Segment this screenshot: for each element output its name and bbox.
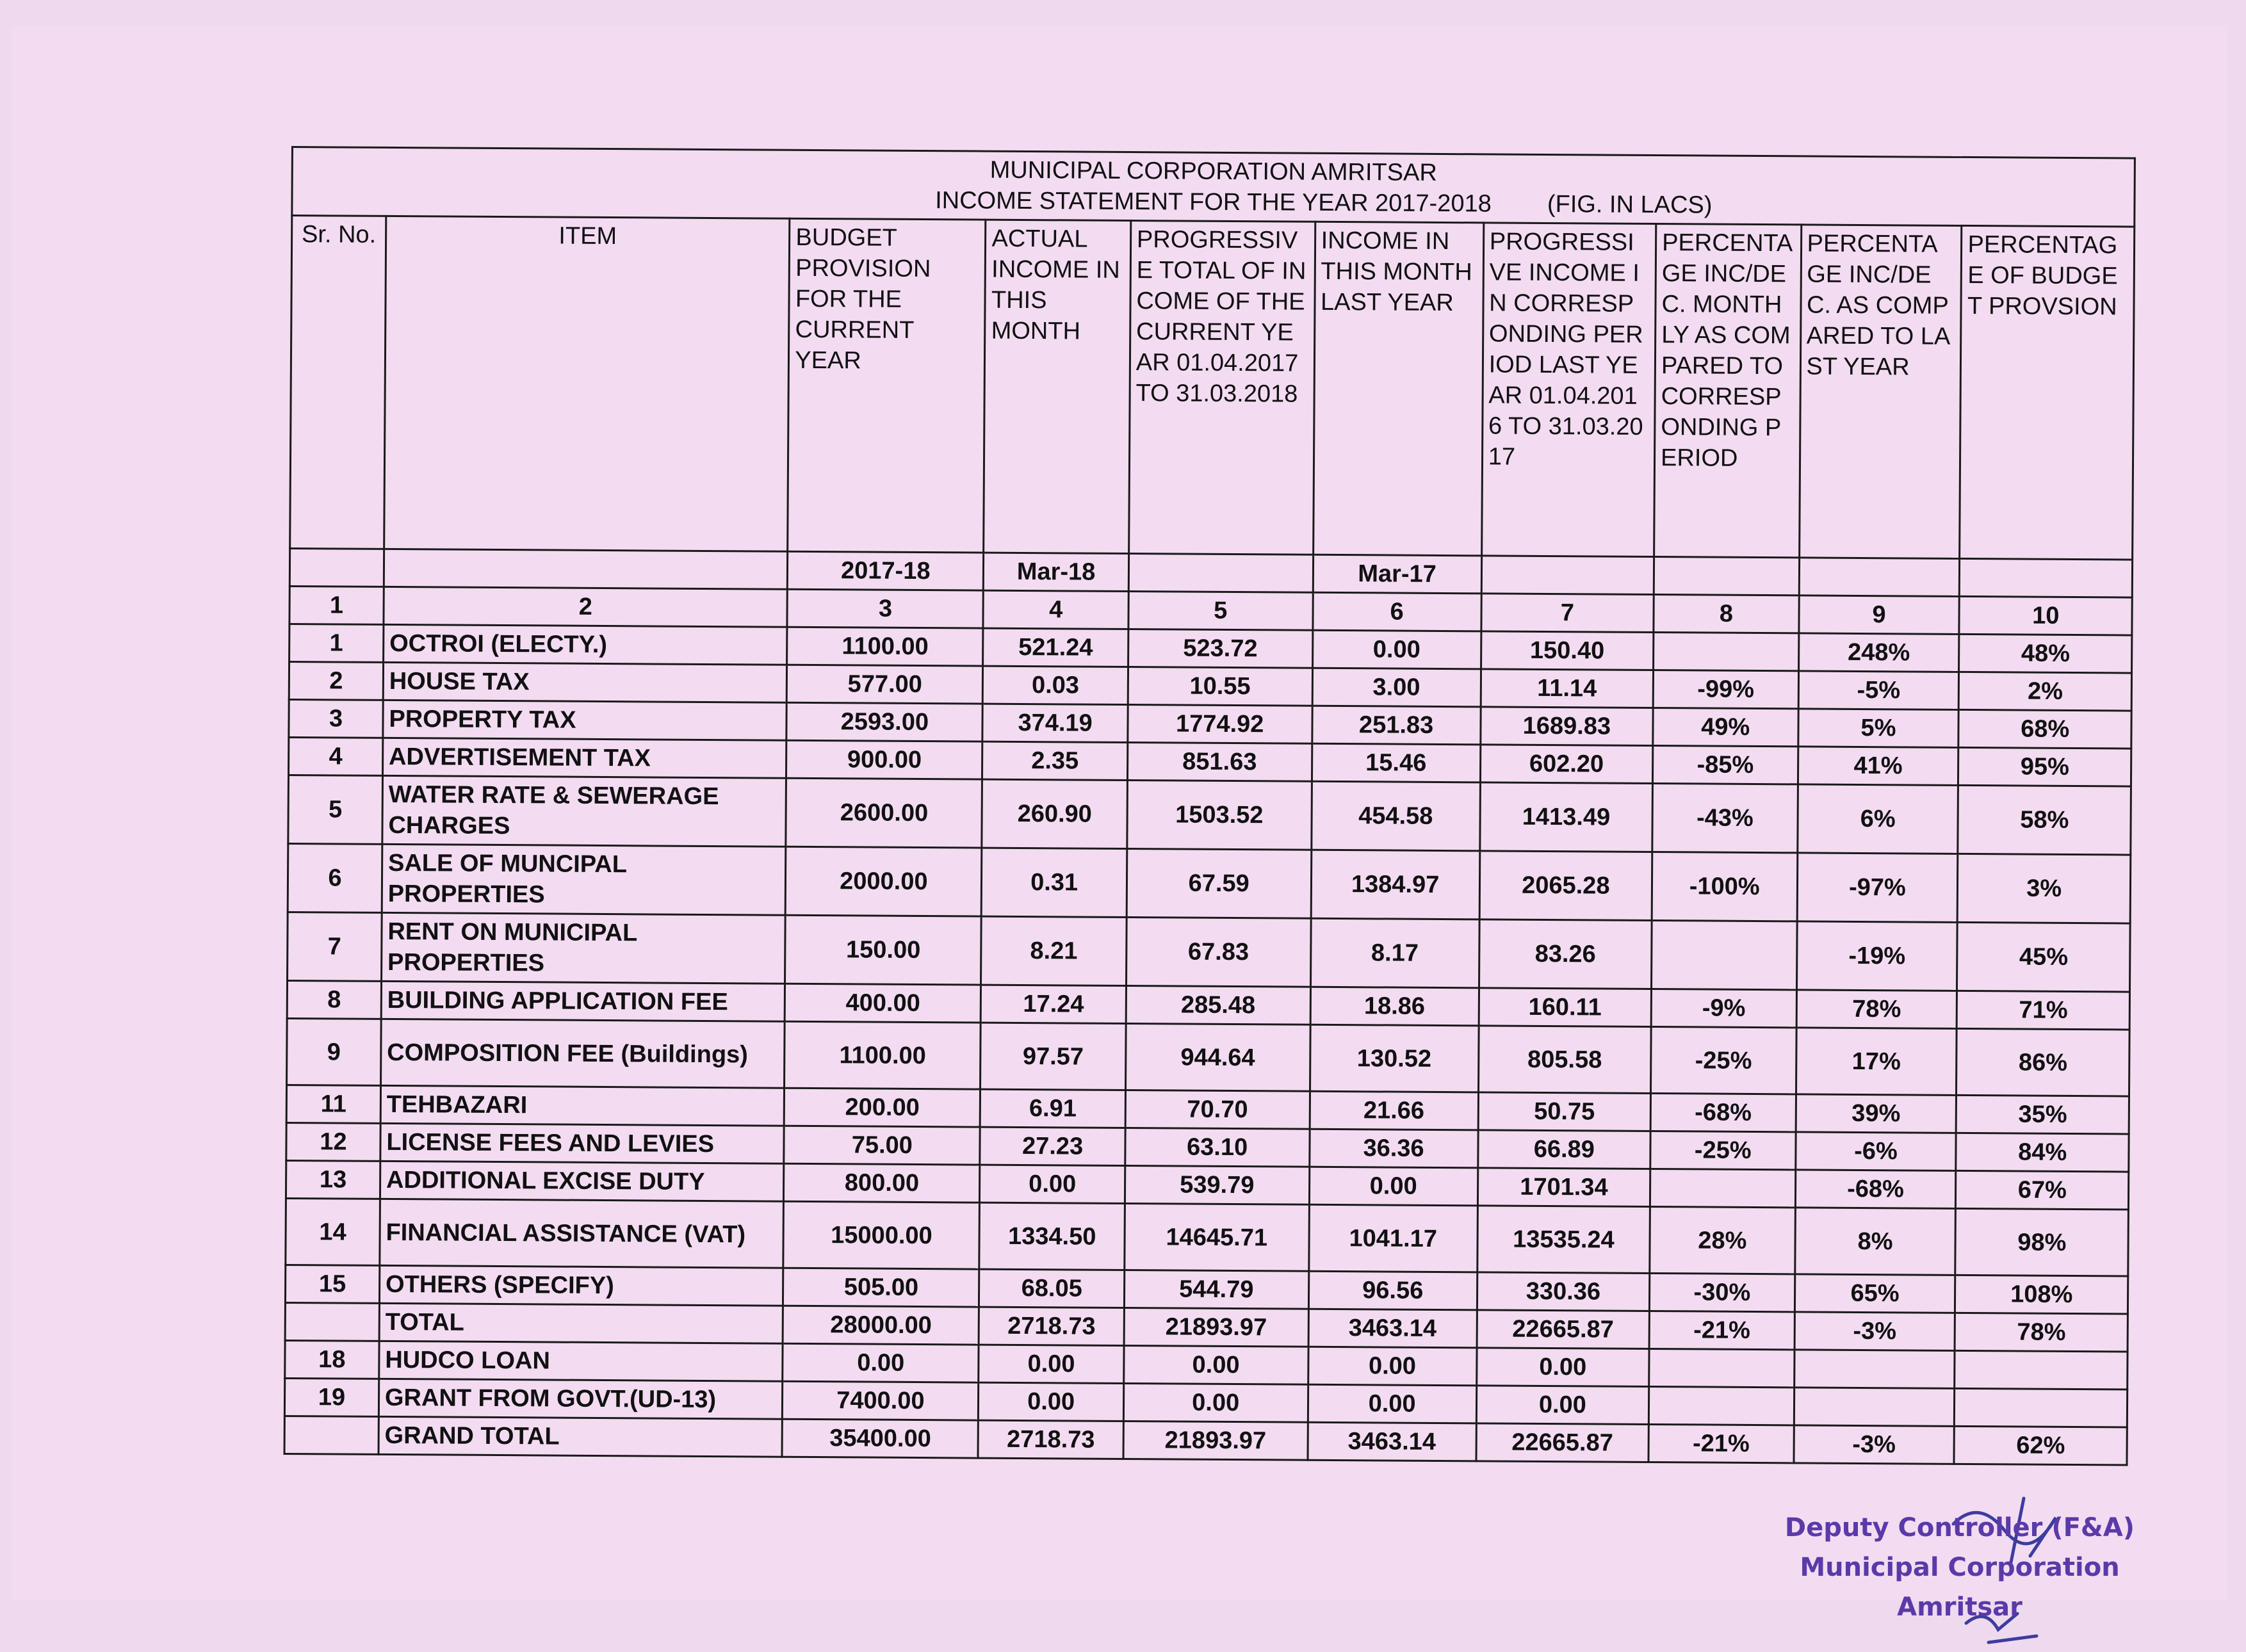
row-sr-no: 11: [286, 1085, 380, 1123]
row-pct-year: 78%: [1796, 990, 1957, 1029]
row-pct-year: 41%: [1798, 747, 1958, 786]
row-last-year-month: 3463.14: [1308, 1422, 1477, 1461]
row-progressive-current: 14645.71: [1125, 1203, 1309, 1271]
row-item: WATER RATE & SEWERAGE CHARGES: [382, 775, 786, 846]
row-progressive-last: 1689.83: [1481, 707, 1654, 746]
header-item: ITEM: [384, 216, 790, 551]
row-item: ADDITIONAL EXCISE DUTY: [380, 1161, 784, 1201]
period-last-year: Mar-17: [1313, 555, 1482, 594]
row-actual: 2718.73: [979, 1307, 1124, 1345]
row-item: SALE OF MUNCIPAL PROPERTIES: [382, 844, 786, 915]
row-last-year-month: 15.46: [1312, 743, 1481, 782]
row-pct-monthly: -85%: [1652, 746, 1798, 784]
row-pct-year: [1794, 1350, 1955, 1389]
row-pct-budget: 62%: [1954, 1426, 2127, 1465]
row-pct-budget: 98%: [1955, 1208, 2128, 1276]
row-last-year-month: 251.83: [1312, 706, 1481, 745]
row-progressive-last: 0.00: [1476, 1348, 1649, 1387]
row-item: OCTROI (ELECTY.): [383, 624, 787, 665]
row-actual: 1334.50: [979, 1203, 1125, 1270]
row-progressive-current: 70.70: [1125, 1090, 1310, 1129]
row-pct-monthly: -21%: [1649, 1311, 1794, 1349]
row-sr-no: 5: [288, 775, 383, 844]
row-last-year-month: 3.00: [1312, 668, 1481, 707]
table-row: [288, 843, 2131, 923]
column-number: 1: [289, 586, 384, 624]
row-pct-monthly: [1648, 1386, 1794, 1425]
row-pct-budget: 3%: [1958, 854, 2131, 923]
row-pct-budget: 68%: [1958, 709, 2131, 749]
period-budget: 2017-18: [788, 551, 984, 590]
row-budget: 200.00: [785, 1088, 981, 1127]
table-row: [287, 1018, 2130, 1096]
row-pct-monthly: 28%: [1650, 1206, 1795, 1274]
row-progressive-last: 2065.28: [1479, 851, 1652, 921]
row-last-year-month: 18.86: [1310, 987, 1479, 1026]
row-pct-monthly: -25%: [1650, 1131, 1796, 1169]
row-last-year-month: 3463.14: [1308, 1309, 1477, 1348]
column-number: 2: [384, 587, 788, 627]
row-item: OTHERS (SPECIFY): [379, 1265, 783, 1306]
row-pct-year: -6%: [1795, 1132, 1956, 1171]
column-number: 10: [1959, 596, 2132, 635]
row-last-year-month: 0.00: [1312, 630, 1481, 669]
row-last-year-month: 36.36: [1309, 1129, 1478, 1168]
row-pct-budget: [1955, 1350, 2128, 1389]
row-progressive-last: 50.75: [1478, 1092, 1651, 1131]
row-pct-year: -3%: [1794, 1312, 1955, 1351]
row-progressive-current: 1774.92: [1128, 704, 1312, 743]
row-budget: 75.00: [784, 1126, 980, 1165]
period-actual: Mar-18: [984, 553, 1129, 591]
row-actual: 8.21: [981, 916, 1127, 985]
row-item: PROPERTY TAX: [383, 700, 787, 740]
row-progressive-last: 0.00: [1476, 1386, 1649, 1425]
stamp-line-org: Municipal Corporation: [1800, 1553, 2120, 1582]
row-progressive-current: 0.00: [1124, 1345, 1308, 1384]
row-progressive-current: 851.63: [1127, 742, 1312, 781]
row-pct-budget: 86%: [1957, 1028, 2129, 1096]
row-last-year-month: 8.17: [1310, 918, 1479, 988]
row-progressive-current: 539.79: [1125, 1165, 1309, 1204]
row-pct-monthly: -100%: [1652, 852, 1797, 921]
row-progressive-last: 602.20: [1480, 745, 1653, 784]
row-actual: 521.24: [983, 628, 1128, 667]
row-pct-year: -5%: [1798, 671, 1959, 710]
row-item: TOTAL: [379, 1303, 783, 1343]
row-pct-budget: 45%: [1957, 922, 2130, 992]
row-pct-year: -19%: [1796, 921, 1958, 991]
row-sr-no: 15: [285, 1265, 379, 1303]
row-item: COMPOSITION FEE (Buildings): [380, 1019, 785, 1088]
header-actual: ACTUAL INCOME IN THIS MONTH: [984, 220, 1131, 553]
row-budget: 800.00: [784, 1163, 980, 1203]
row-pct-monthly: -21%: [1648, 1424, 1794, 1462]
row-last-year-month: 0.00: [1308, 1347, 1477, 1386]
row-budget: 15000.00: [783, 1201, 980, 1269]
row-pct-monthly: -9%: [1651, 989, 1796, 1027]
row-actual: 27.23: [980, 1127, 1125, 1165]
row-progressive-last: 805.58: [1478, 1026, 1651, 1094]
row-actual: 0.00: [979, 1382, 1124, 1421]
row-progressive-last: 13535.24: [1477, 1206, 1650, 1274]
row-budget: 0.00: [783, 1343, 979, 1382]
row-last-year-month: 1384.97: [1311, 850, 1480, 919]
row-pct-monthly: [1652, 920, 1797, 989]
income-statement: [284, 146, 2136, 1466]
row-progressive-current: 544.79: [1124, 1270, 1308, 1309]
row-progressive-last: 150.40: [1481, 631, 1654, 670]
row-pct-monthly: -25%: [1651, 1026, 1796, 1094]
column-number: 8: [1654, 595, 1799, 633]
row-pct-monthly: -30%: [1649, 1273, 1794, 1311]
row-last-year-month: 0.00: [1308, 1384, 1477, 1423]
row-actual: 0.03: [983, 666, 1128, 704]
row-last-year-month: 1041.17: [1308, 1204, 1477, 1272]
row-item: HOUSE TAX: [383, 662, 787, 702]
row-sr-no: [284, 1416, 378, 1454]
row-budget: 577.00: [787, 665, 983, 704]
row-pct-year: 8%: [1794, 1208, 1956, 1275]
stamp-line-city: Amritsar: [1897, 1592, 2022, 1622]
stamp-line-title: Deputy Controller (F&A): [1784, 1513, 2135, 1543]
row-pct-budget: 48%: [1959, 634, 2132, 673]
column-header-row: [290, 216, 2135, 560]
row-budget: 2000.00: [786, 846, 982, 916]
title-row: [292, 147, 2135, 227]
row-actual: 2718.73: [978, 1420, 1123, 1459]
row-pct-monthly: [1654, 633, 1799, 671]
row-progressive-current: 67.83: [1126, 917, 1310, 987]
row-pct-budget: 108%: [1955, 1275, 2128, 1314]
row-pct-budget: 2%: [1959, 672, 2132, 711]
row-progressive-current: 285.48: [1126, 985, 1310, 1024]
row-budget: 150.00: [785, 915, 982, 985]
row-sr-no: 2: [289, 661, 383, 700]
data-rows: [284, 624, 2132, 1465]
row-item: GRAND TOTAL: [378, 1416, 783, 1457]
row-pct-year: 248%: [1798, 633, 1959, 672]
row-pct-year: 5%: [1798, 709, 1958, 748]
row-budget: 2593.00: [786, 702, 982, 741]
row-item: LICENSE FEES AND LEVIES: [380, 1123, 785, 1163]
row-budget: 35400.00: [782, 1419, 978, 1458]
row-last-year-month: 130.52: [1310, 1024, 1479, 1092]
row-progressive-current: 21893.97: [1124, 1308, 1308, 1347]
row-progressive-current: 523.72: [1128, 629, 1312, 668]
row-pct-year: 17%: [1796, 1028, 1957, 1096]
row-pct-year: 39%: [1796, 1094, 1957, 1133]
row-progressive-last: 330.36: [1477, 1272, 1650, 1311]
row-sr-no: 3: [289, 699, 383, 738]
row-pct-monthly: -68%: [1650, 1093, 1796, 1131]
row-budget: 28000.00: [783, 1306, 979, 1345]
header-progressive-current: PROGRESSIVE TOTAL OF INCOME OF THE CURRENT YEAR 01.04.2017 TO 31.03.2018: [1128, 221, 1315, 555]
row-progressive-last: 1413.49: [1480, 782, 1653, 852]
row-pct-budget: 58%: [1958, 785, 2131, 855]
row-sr-no: 9: [287, 1018, 382, 1085]
row-pct-year: 65%: [1794, 1274, 1955, 1313]
row-progressive-current: 63.10: [1125, 1128, 1310, 1167]
row-pct-year: -3%: [1793, 1425, 1954, 1464]
row-pct-budget: 84%: [1956, 1133, 2129, 1172]
row-actual: 0.31: [982, 848, 1127, 917]
column-number: 5: [1128, 591, 1313, 630]
row-pct-year: -68%: [1795, 1170, 1956, 1209]
row-item: BUILDING APPLICATION FEE: [381, 981, 785, 1021]
row-item: HUDCO LOAN: [379, 1341, 783, 1381]
row-pct-budget: 71%: [1957, 991, 2130, 1030]
column-number: 9: [1798, 595, 1959, 635]
column-number: 7: [1481, 594, 1654, 633]
row-sr-no: 8: [287, 980, 381, 1019]
header-budget: BUDGET PROVISION FOR THE CURRENT YEAR: [788, 218, 986, 553]
header-income-last-year: INCOME IN THIS MONTH LAST YEAR: [1313, 222, 1483, 556]
header-progressive-last: PROGRESSIVE INCOME IN CORRESPONDING PERIOD LAST YEAR 01.04.2016 TO 31.03.2017: [1481, 223, 1656, 557]
row-budget: 1100.00: [785, 1021, 981, 1089]
row-pct-budget: 78%: [1955, 1313, 2128, 1352]
row-pct-year: [1794, 1388, 1955, 1427]
statement-title: INCOME STATEMENT FOR THE YEAR 2017-2018: [935, 187, 1492, 218]
row-last-year-month: 21.66: [1310, 1091, 1479, 1130]
row-pct-budget: 67%: [1956, 1170, 2129, 1210]
row-sr-no: 19: [284, 1378, 378, 1416]
row-actual: 260.90: [982, 779, 1127, 848]
column-number: 6: [1312, 592, 1481, 631]
row-progressive-last: 11.14: [1481, 669, 1654, 708]
row-actual: 2.35: [982, 741, 1128, 780]
row-progressive-last: 1701.34: [1477, 1168, 1650, 1207]
header-pct-budget: PERCENTAGE OF BUDGET PROVSION: [1960, 225, 2135, 560]
row-actual: 17.24: [981, 985, 1127, 1023]
row-progressive-current: 21893.97: [1123, 1421, 1308, 1460]
row-progressive-current: 67.59: [1127, 848, 1311, 918]
row-budget: 505.00: [783, 1268, 979, 1307]
row-progressive-last: 22665.87: [1476, 1423, 1649, 1462]
row-actual: 6.91: [981, 1089, 1126, 1128]
row-pct-monthly: -99%: [1653, 670, 1798, 709]
row-sr-no: 12: [286, 1122, 380, 1161]
row-budget: 7400.00: [783, 1381, 979, 1420]
table-row: [286, 1198, 2129, 1276]
organization-title: MUNICIPAL CORPORATION AMRITSAR: [989, 156, 1437, 186]
row-pct-year: 6%: [1797, 784, 1958, 854]
row-sr-no: 7: [288, 912, 382, 981]
row-item: ADVERTISEMENT TAX: [382, 738, 786, 778]
row-last-year-month: 454.58: [1311, 781, 1480, 851]
row-sr-no: 18: [285, 1340, 379, 1379]
row-sr-no: [285, 1302, 379, 1341]
row-sr-no: 14: [286, 1198, 380, 1265]
units-note: (FIG. IN LACS): [1547, 190, 1713, 219]
row-progressive-last: 22665.87: [1477, 1310, 1650, 1349]
header-pct-last-year: PERCENTAGE INC/DEC. AS COMPARED TO LAST YEAR: [1799, 225, 1962, 559]
row-pct-monthly: [1649, 1348, 1794, 1387]
row-pct-budget: 95%: [1958, 747, 2131, 786]
table-row: [288, 775, 2131, 855]
row-budget: 400.00: [785, 984, 981, 1023]
row-pct-monthly: [1650, 1169, 1795, 1207]
row-pct-budget: 35%: [1957, 1095, 2129, 1134]
row-sr-no: 13: [286, 1160, 380, 1199]
row-item: RENT ON MUNICIPAL PROPERTIES: [381, 912, 785, 984]
income-table: [284, 146, 2136, 1466]
row-sr-no: 6: [288, 843, 382, 912]
row-actual: 97.57: [981, 1023, 1126, 1090]
row-item: GRANT FROM GOVT.(UD-13): [378, 1379, 783, 1419]
row-progressive-last: 83.26: [1479, 919, 1652, 989]
table-row: [288, 912, 2131, 992]
row-pct-monthly: -43%: [1652, 784, 1798, 853]
row-budget: 900.00: [786, 740, 982, 779]
row-pct-budget: [1955, 1388, 2128, 1427]
row-progressive-current: 0.00: [1123, 1383, 1308, 1422]
header-sr-no: Sr. No.: [290, 216, 386, 549]
row-progressive-current: 1503.52: [1127, 780, 1312, 850]
column-number: 4: [983, 590, 1128, 629]
row-progressive-last: 66.89: [1478, 1130, 1651, 1169]
official-stamp: [1780, 1508, 2139, 1627]
row-item: TEHBAZARI: [380, 1085, 785, 1126]
row-progressive-current: 10.55: [1128, 667, 1312, 706]
row-sr-no: 1: [289, 624, 384, 662]
row-pct-year: -97%: [1797, 853, 1958, 923]
row-progressive-current: 944.64: [1125, 1023, 1310, 1091]
row-actual: 0.00: [979, 1345, 1124, 1383]
row-item: FINANCIAL ASSISTANCE (VAT): [380, 1199, 784, 1268]
row-last-year-month: 96.56: [1308, 1271, 1477, 1310]
row-budget: 2600.00: [786, 778, 982, 848]
row-actual: 374.19: [982, 704, 1128, 742]
row-last-year-month: 0.00: [1309, 1167, 1478, 1206]
row-actual: 68.05: [979, 1269, 1125, 1308]
header-pct-monthly: PERCENTAGE INC/DEC. MONTHLY AS COMPARED TO CORRESPONDING PERIOD: [1654, 224, 1802, 558]
row-actual: 0.00: [980, 1165, 1125, 1203]
row-progressive-last: 160.11: [1479, 988, 1652, 1027]
column-number: 3: [787, 589, 983, 628]
row-sr-no: 4: [288, 737, 382, 775]
row-pct-monthly: 49%: [1653, 708, 1798, 747]
row-budget: 1100.00: [787, 627, 983, 666]
